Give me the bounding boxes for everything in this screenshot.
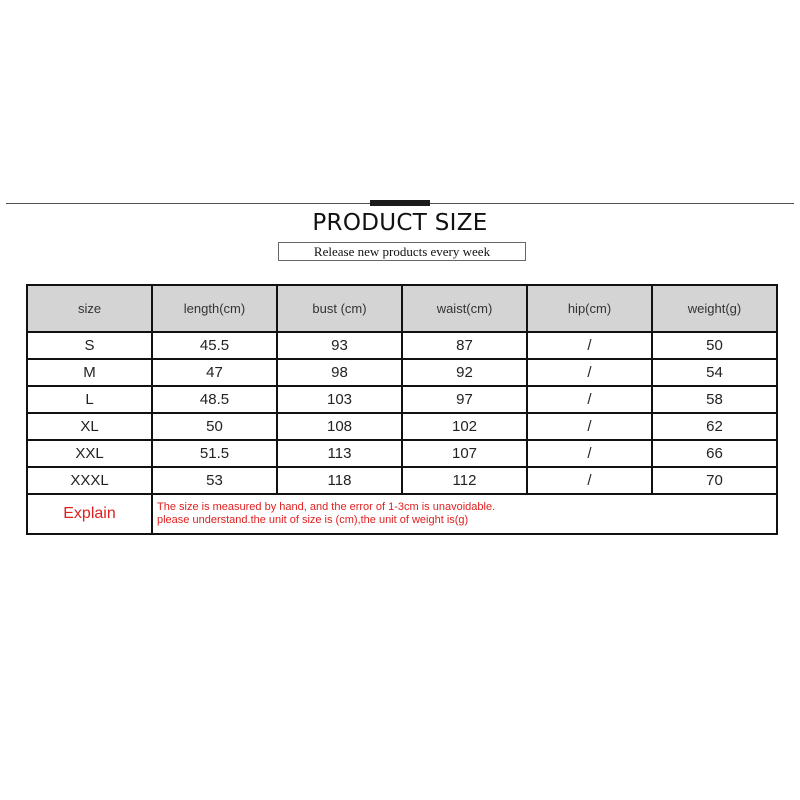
explain-line: please understand.the unit of size is (cm),the unit of weight is(g): [157, 514, 469, 526]
table-cell: 70: [652, 467, 777, 494]
table-cell: 113: [277, 440, 402, 467]
table-cell: 87: [402, 332, 527, 359]
column-header: size: [27, 285, 152, 332]
explain-note: [152, 494, 777, 534]
column-header: weight(g): [652, 285, 777, 332]
table-cell: /: [527, 440, 652, 467]
table-cell: XL: [27, 413, 152, 440]
table-row: [27, 359, 777, 386]
explain-label: Explain: [27, 494, 152, 534]
table-cell: 118: [277, 467, 402, 494]
table-row: [27, 332, 777, 359]
explain-row: [27, 494, 777, 534]
table-cell: 48.5: [152, 386, 277, 413]
table-cell: 53: [152, 467, 277, 494]
table-cell: 62: [652, 413, 777, 440]
table-cell: 66: [652, 440, 777, 467]
table-cell: S: [27, 332, 152, 359]
table-cell: 97: [402, 386, 527, 413]
table-cell: M: [27, 359, 152, 386]
table-cell: 47: [152, 359, 277, 386]
table-cell: 51.5: [152, 440, 277, 467]
table-cell: /: [527, 386, 652, 413]
table-cell: 50: [152, 413, 277, 440]
table-cell: /: [527, 332, 652, 359]
table-cell: 108: [277, 413, 402, 440]
subtitle-box: Release new products every week: [278, 242, 526, 261]
table-cell: 103: [277, 386, 402, 413]
table-cell: 54: [652, 359, 777, 386]
table-cell: /: [527, 467, 652, 494]
table-row: [27, 440, 777, 467]
table-cell: 50: [652, 332, 777, 359]
column-header: bust (cm): [277, 285, 402, 332]
column-header: length(cm): [152, 285, 277, 332]
header-divider-accent: [370, 200, 430, 206]
table-cell: 98: [277, 359, 402, 386]
table-cell: 112: [402, 467, 527, 494]
table-cell: 45.5: [152, 332, 277, 359]
table-cell: L: [27, 386, 152, 413]
size-chart-table: [26, 284, 778, 535]
table-cell: 107: [402, 440, 527, 467]
table-cell: 58: [652, 386, 777, 413]
table-row: [27, 386, 777, 413]
table-cell: /: [527, 413, 652, 440]
table-row: [27, 413, 777, 440]
table-cell: XXL: [27, 440, 152, 467]
table-cell: 92: [402, 359, 527, 386]
table-cell: XXXL: [27, 467, 152, 494]
page-title: PRODUCT SIZE: [312, 210, 488, 236]
explain-line: The size is measured by hand, and the error of 1-3cm is unavoidable.: [157, 501, 496, 513]
table-cell: 93: [277, 332, 402, 359]
table-cell: 102: [402, 413, 527, 440]
column-header: waist(cm): [402, 285, 527, 332]
table-cell: /: [527, 359, 652, 386]
table-header-row: [27, 285, 777, 332]
table-row: [27, 467, 777, 494]
column-header: hip(cm): [527, 285, 652, 332]
